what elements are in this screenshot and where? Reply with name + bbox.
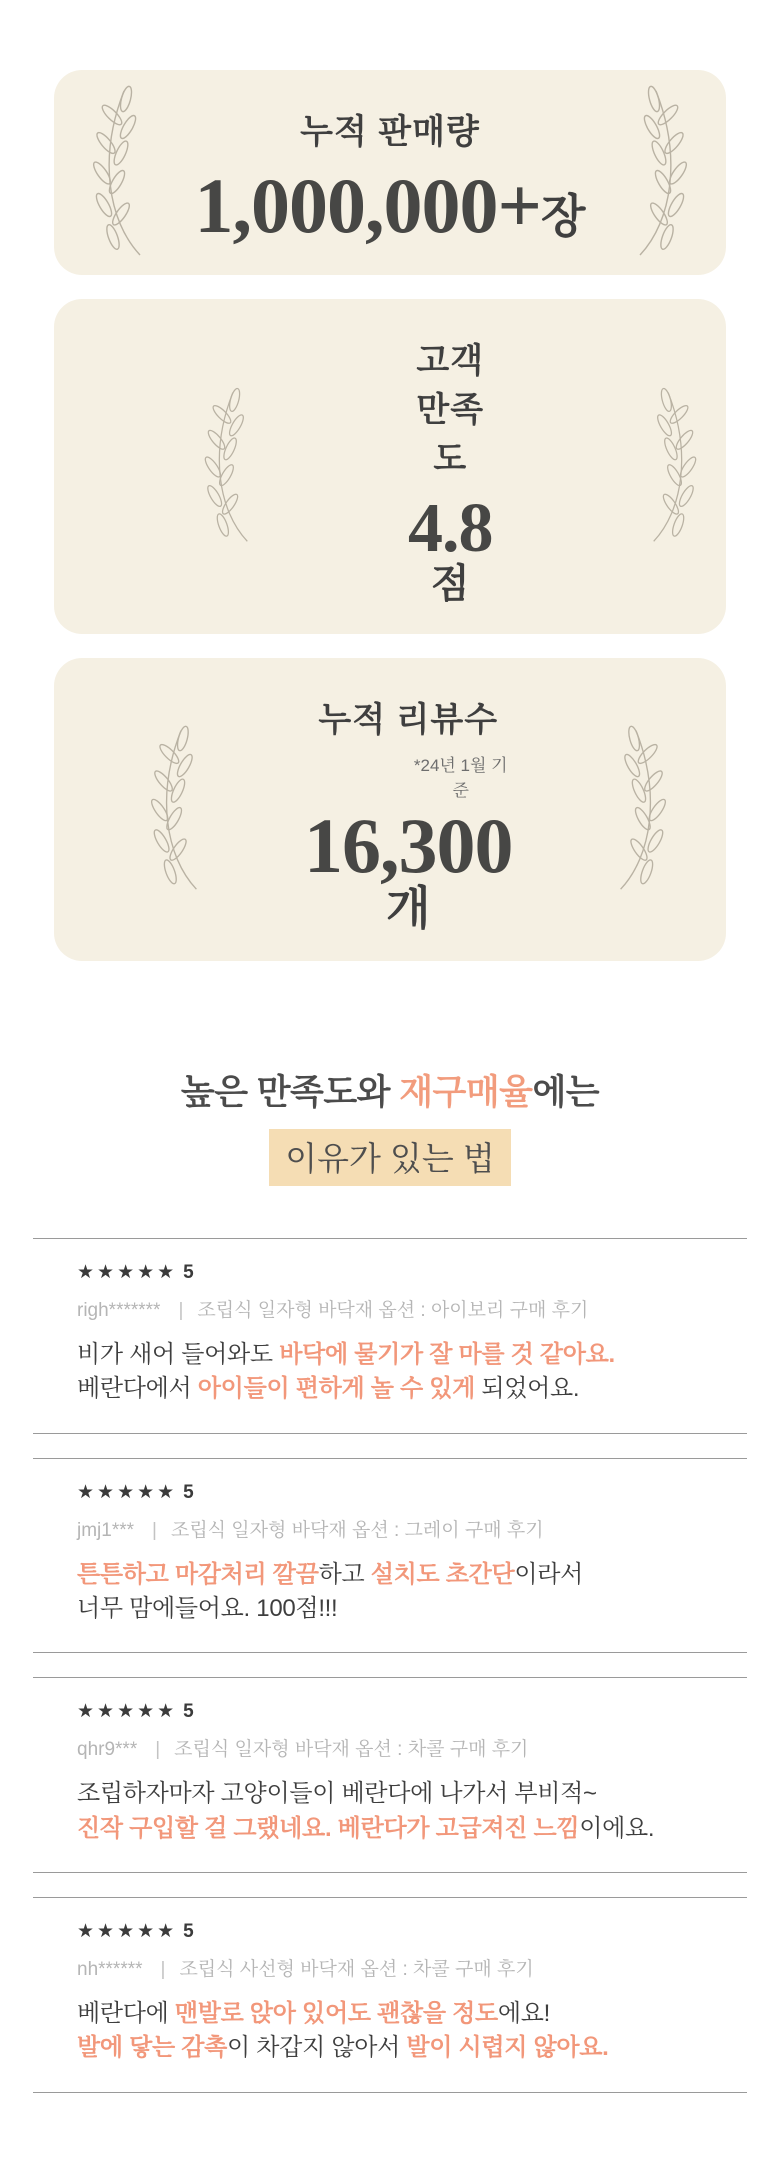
- satisfaction-title: 고객 만족도: [416, 342, 485, 478]
- review-text-emphasis: 발에 닿는 감촉: [77, 2034, 228, 2062]
- review-text-emphasis: 아이들이 편하게 놀 수 있게: [197, 1375, 475, 1403]
- rating-score: 5: [183, 1262, 194, 1283]
- stat-card-reviews: [54, 658, 726, 961]
- review-meta: [77, 1295, 727, 1322]
- meta-divider: |: [152, 1519, 157, 1541]
- review-text-line: [77, 1812, 727, 1846]
- stat-card-satisfaction: [54, 299, 726, 634]
- review-text-line: [77, 1558, 727, 1592]
- reviews-value: 16,300: [304, 802, 513, 889]
- review-text-emphasis: 진작 구입할 걸 그랬네요. 베란다가 고급져진 느낌: [77, 1814, 580, 1842]
- stars-icon: ★★★★★: [77, 1481, 178, 1503]
- purchase-option: 조립식 일자형 바닥재 옵션 : 차콜 구매 후기: [174, 1739, 529, 1761]
- review-meta: [77, 1734, 727, 1761]
- reviews-unit: 개: [386, 882, 431, 934]
- heading-line1-accent: 재구매율: [399, 1073, 533, 1112]
- review-item-3: [33, 1677, 747, 1873]
- stars-icon: ★★★★★: [77, 1920, 178, 1942]
- laurel-left-icon: [202, 387, 260, 547]
- bottom-spacer: [0, 2093, 780, 2171]
- review-item-2: [33, 1458, 747, 1654]
- review-text-segment: 되었어요.: [475, 1375, 580, 1403]
- purchase-option: 조립식 일자형 바닥재 옵션 : 그레이 구매 후기: [170, 1519, 544, 1541]
- star-rating: [77, 1700, 727, 1723]
- purchase-option: 조립식 일자형 바닥재 옵션 : 아이보리 구매 후기: [197, 1300, 589, 1321]
- review-item-4: [33, 1897, 747, 2093]
- review-text-segment: 베란다에: [77, 1999, 175, 2027]
- star-rating: [77, 1920, 727, 1943]
- meta-divider: |: [178, 1300, 184, 1321]
- heading-line1-pre: 높은 만족도와: [180, 1073, 400, 1112]
- laurel-right-icon: [626, 85, 690, 261]
- sales-unit: 장: [541, 190, 586, 242]
- rating-score: 5: [183, 1920, 194, 1942]
- review-text-segment: 조립하자마자 고양이들이 베란다에 나가서 부비적~: [77, 1780, 597, 1808]
- review-text-emphasis: 발이 시렵지 않아요.: [406, 2034, 609, 2062]
- review-text-emphasis: 바닥에 물기가 잘 마를 것 같아요.: [279, 1341, 615, 1368]
- reviewer-id: jmj1***: [77, 1519, 135, 1541]
- review-list: [33, 1238, 747, 2093]
- review-text: [77, 1777, 727, 1846]
- review-text-emphasis: 튼튼하고 마감처리 깔끔: [77, 1560, 319, 1588]
- star-rating: [77, 1261, 727, 1284]
- reviewer-id: nh******: [77, 1958, 143, 1980]
- laurel-left-icon: [90, 85, 154, 261]
- review-text-emphasis: 맨발로 앉아 있어도 괜찮을 정도: [174, 1999, 498, 2027]
- laurel-right-icon: [641, 387, 699, 547]
- satisfaction-value: 4.8: [408, 490, 493, 567]
- star-rating: [77, 1481, 727, 1504]
- review-text-line: [77, 1338, 727, 1372]
- meta-divider: |: [155, 1739, 161, 1761]
- laurel-right-icon: [607, 725, 669, 895]
- reviews-note: *24년 1월 기준: [413, 756, 508, 800]
- rating-score: 5: [183, 1481, 194, 1503]
- heading-line2-highlight: 이유가 있는 법: [269, 1129, 511, 1186]
- review-text-line: [77, 1997, 727, 2031]
- stars-icon: ★★★★★: [77, 1262, 178, 1283]
- review-item-1: [33, 1238, 747, 1434]
- stars-icon: ★★★★★: [77, 1701, 178, 1723]
- review-text-segment: 비가 새어 들어와도: [77, 1341, 280, 1368]
- review-text: [77, 1558, 727, 1627]
- review-text-line: [77, 2031, 727, 2065]
- review-text-segment: 베란다에서: [77, 1375, 198, 1403]
- review-text-line: [77, 1372, 727, 1406]
- review-text-segment: 너무 맘에들어요. 100점!!!: [77, 1594, 338, 1622]
- review-meta: [77, 1515, 727, 1542]
- review-text-line: [77, 1592, 727, 1626]
- heading-line1-post: 에는: [532, 1073, 600, 1112]
- satisfaction-unit: 점: [430, 562, 470, 606]
- section-heading: [0, 1065, 780, 1186]
- laurel-left-icon: [148, 725, 210, 895]
- stat-card-sales: [54, 70, 726, 275]
- reviewer-id: righ*******: [77, 1300, 161, 1321]
- review-text-line: [77, 1777, 727, 1811]
- review-meta: [77, 1954, 727, 1981]
- review-text-emphasis: 설치도 초간단: [370, 1560, 515, 1588]
- review-text-segment: 이 차갑지 않아서: [227, 2034, 407, 2062]
- review-text: [77, 1338, 727, 1407]
- sales-value: 1,000,000+: [194, 162, 541, 249]
- review-text-segment: 이에요.: [579, 1814, 655, 1842]
- review-text-segment: 하고: [318, 1560, 371, 1588]
- reviewer-id: qhr9***: [77, 1739, 138, 1761]
- review-text-segment: 이라서: [514, 1560, 584, 1588]
- review-text: [77, 1997, 727, 2066]
- reviews-title: 누적 리뷰수: [318, 701, 499, 739]
- review-text-segment: 에요!: [497, 1999, 551, 2027]
- sales-title: 누적 판매량: [300, 113, 480, 151]
- rating-score: 5: [183, 1701, 194, 1723]
- meta-divider: |: [160, 1958, 166, 1980]
- heading-line1: [0, 1065, 780, 1115]
- purchase-option: 조립식 사선형 바닥재 옵션 : 차콜 구매 후기: [179, 1958, 534, 1980]
